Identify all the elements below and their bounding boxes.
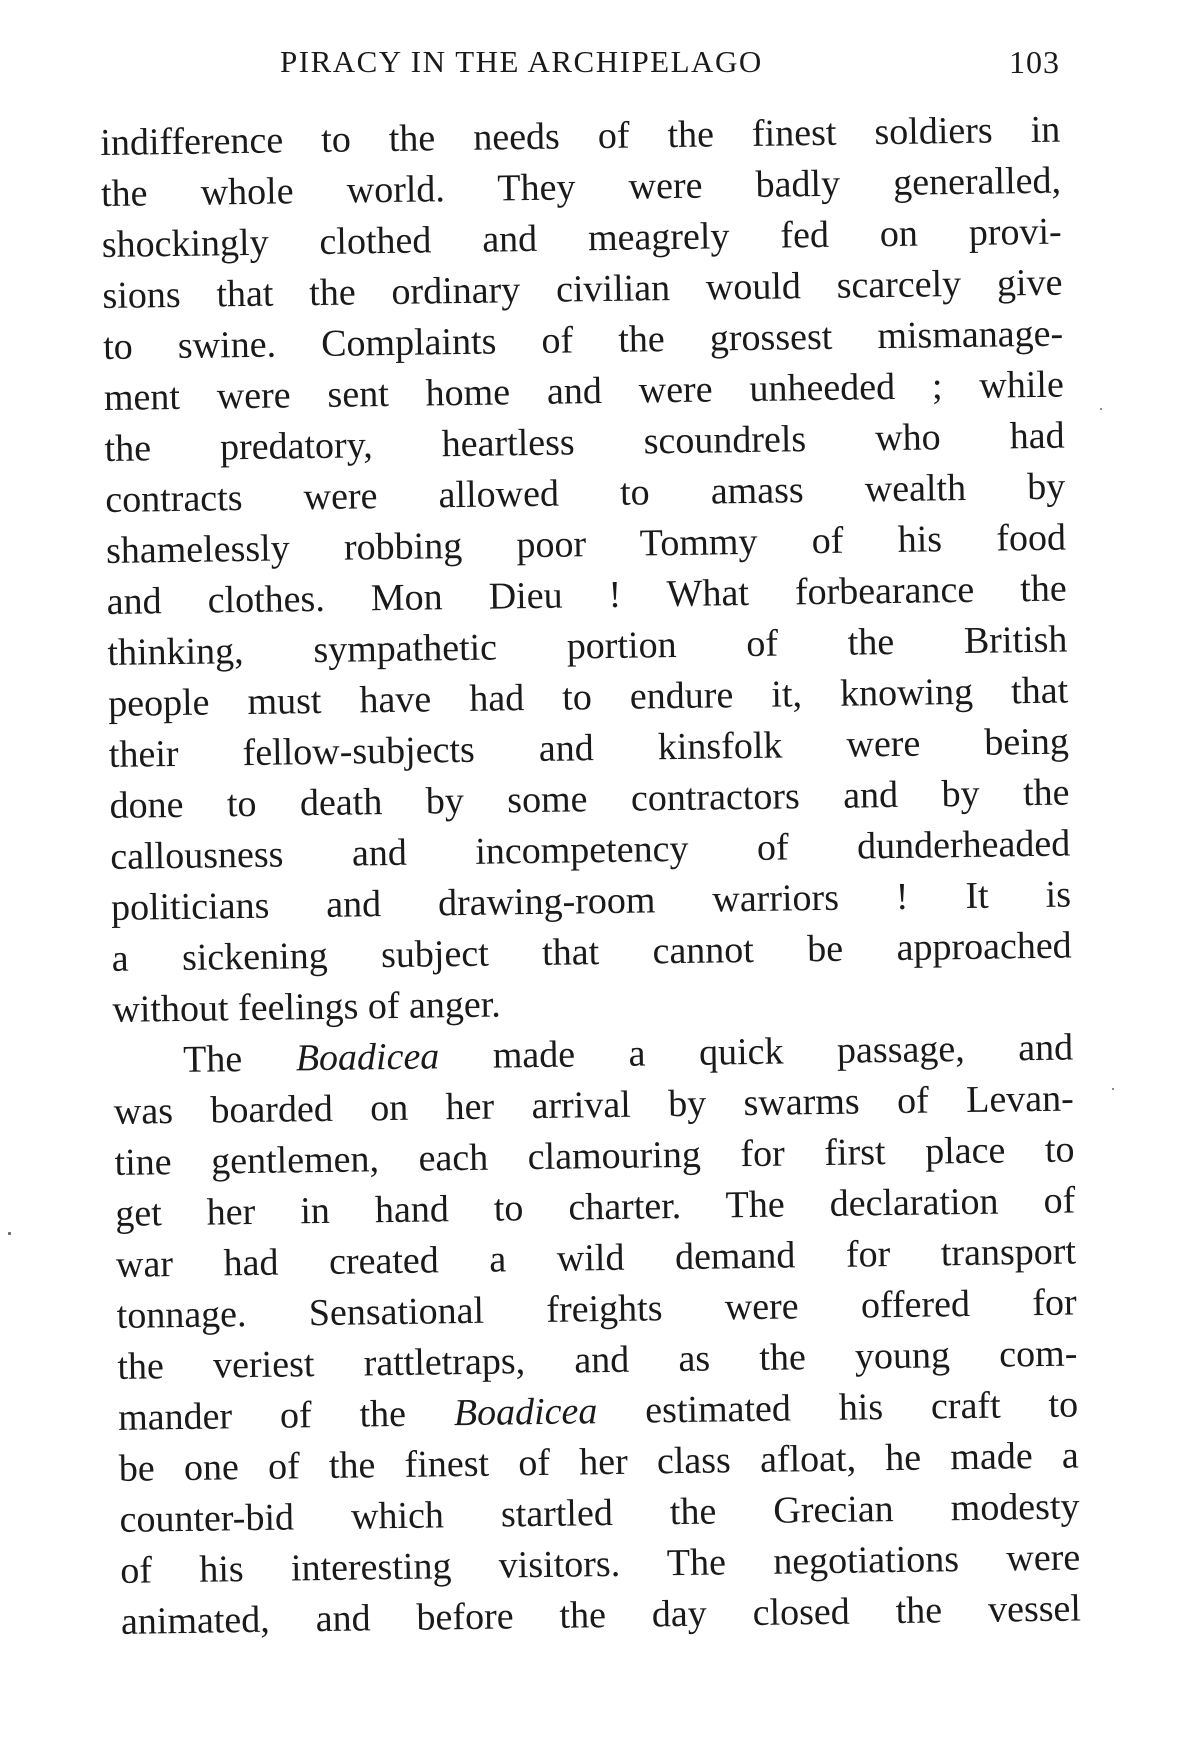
text-line: The Boadicea made a quick passage, and — [182, 1026, 1074, 1081]
paragraph — [100, 105, 1073, 1036]
text-line: and clothes. Mon Dieu ! What forbearance the — [106, 567, 1067, 623]
text-line: sions that the ordinary civilian would scarcely give — [102, 261, 1063, 317]
text-line: counter-bid which startled the Grecian modesty — [119, 1485, 1080, 1541]
text-line: a sickening subject that cannot be approached — [111, 924, 1072, 980]
text-line: tonnage. Sensational freights were offered for — [116, 1281, 1077, 1337]
text-line: contracts were allowed to amass wealth by — [105, 465, 1066, 521]
text-line: their fellow-subjects and kinsfolk were being — [108, 720, 1070, 776]
text-line: ment were sent home and were unheeded ; while — [103, 363, 1065, 419]
page-number: 103 — [1009, 44, 1060, 80]
running-head — [100, 44, 1060, 84]
text-line: tine gentlemen, each clamouring for first place to — [114, 1128, 1075, 1184]
text-line: animated, and before the day closed the vessel — [120, 1587, 1082, 1643]
text-line: people must have had to endure it, knowing that — [107, 669, 1069, 725]
running-title: PIRACY IN THE ARCHIPELAGO — [280, 44, 763, 79]
text-line: war had created a wild demand for transport — [115, 1230, 1077, 1286]
text-line: mander of the Boadicea estimated his craft to — [117, 1383, 1079, 1439]
text-line: indifference to the needs of the finest soldiers in — [100, 108, 1061, 164]
text-line: of his interesting visitors. The negotiations were — [119, 1536, 1081, 1592]
text-line: the veriest rattletraps, and as the young com- — [117, 1332, 1078, 1388]
text-line: politicians and drawing-room warriors ! It is — [110, 873, 1072, 929]
text-line: callousness and incompetency of dunderheaded — [110, 822, 1071, 878]
text-line: thinking, sympathetic portion of the British — [107, 618, 1068, 674]
text-line: get her in hand to charter. The declaration of — [115, 1179, 1076, 1235]
text-line: be one of the finest of her class afloat, he made a — [118, 1434, 1080, 1490]
text-line: the predatory, heartless scoundrels who had — [104, 414, 1065, 470]
margin-speck — [1100, 408, 1102, 410]
ship-name: Boadicea — [295, 1035, 440, 1080]
margin-speck — [8, 1232, 11, 1235]
text-line: to swine. Complaints of the grossest mismanage- — [102, 312, 1064, 368]
text-line: done to death by some contractors and by the — [109, 771, 1070, 827]
paragraph — [113, 1023, 1081, 1648]
text-line: shamelessly robbing poor Tommy of his food — [105, 516, 1067, 572]
ship-name: Boadicea — [453, 1390, 598, 1435]
text-line: shockingly clothed and meagrely fed on provi- — [101, 210, 1062, 266]
text-line: was boarded on her arrival by swarms of Levan- — [113, 1077, 1075, 1133]
margin-speck — [1112, 1088, 1114, 1090]
text-line: without feelings of anger. — [112, 983, 502, 1031]
text-line: the whole world. They were badly generalled, — [100, 159, 1062, 215]
body-text — [100, 105, 1081, 1648]
